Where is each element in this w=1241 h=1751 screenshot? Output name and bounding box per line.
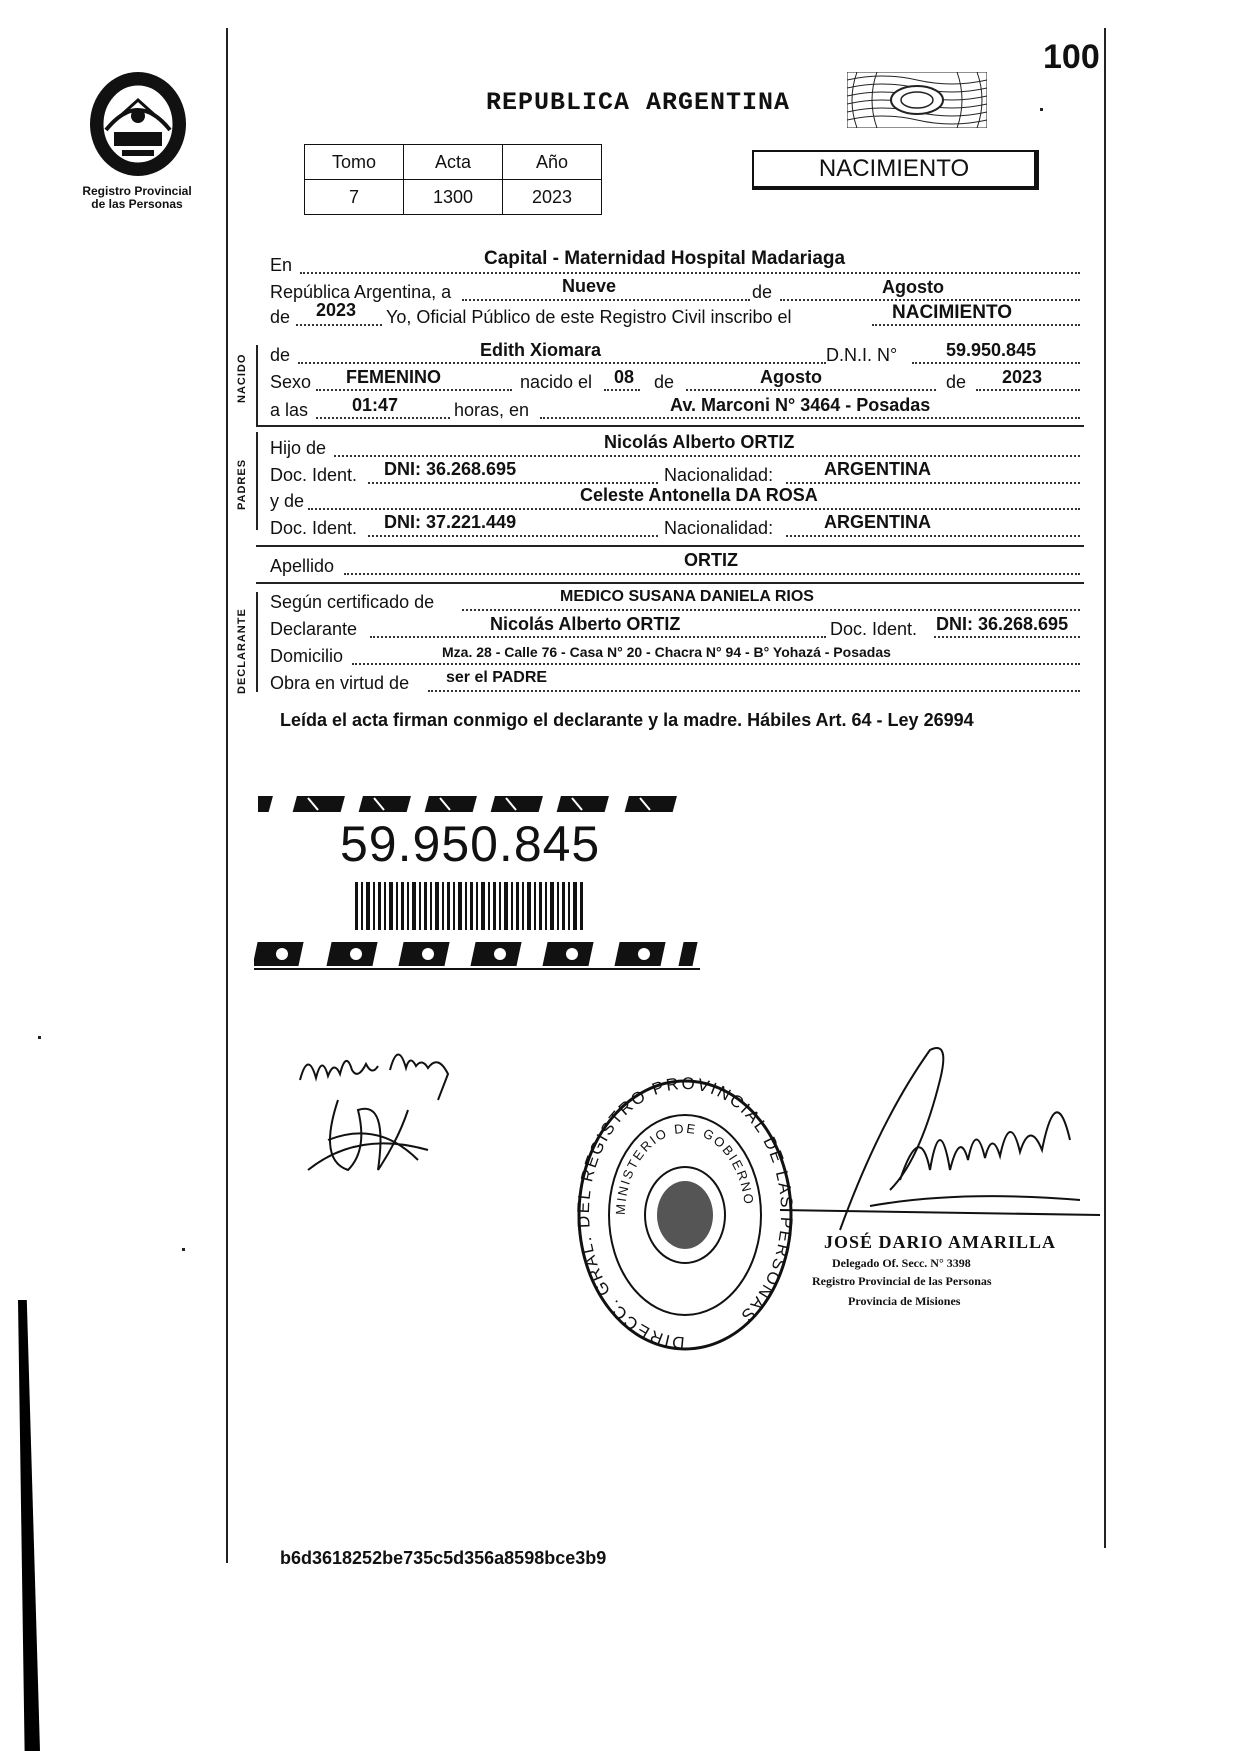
record-type-box: NACIMIENTO xyxy=(752,150,1039,190)
value-tomo: 7 xyxy=(305,180,404,215)
hijo-label: Hijo de xyxy=(270,438,327,458)
y-de-label: y de xyxy=(270,491,305,511)
nacido-section-label: NACIDO xyxy=(236,353,248,403)
father-doc: DNI: 36.268.695 xyxy=(384,459,517,479)
padres-section-label: PADRES xyxy=(236,458,248,510)
dotted-line xyxy=(370,636,826,638)
dotted-line xyxy=(540,417,1080,419)
seal-inner-text: MINISTERIO DE GOBIERNO xyxy=(612,1120,757,1216)
official-signature xyxy=(780,1040,1100,1245)
mother-name: Celeste Antonella DA ROSA xyxy=(580,485,818,505)
cert-label: Según certificado de xyxy=(270,592,435,612)
barcode xyxy=(355,882,585,935)
record-table xyxy=(304,144,602,215)
place-value: Capital - Maternidad Hospital Madariaga xyxy=(484,248,846,269)
dotted-line xyxy=(780,299,1080,301)
declarante-section-label: DECLARANTE xyxy=(236,608,248,694)
dotted-line xyxy=(334,455,1080,457)
dotted-line xyxy=(300,272,1080,274)
birth-month: Agosto xyxy=(760,367,822,387)
dotted-line xyxy=(686,389,936,391)
year-value: 2023 xyxy=(316,300,357,320)
dotted-line xyxy=(368,482,658,484)
dotted-line xyxy=(786,482,1080,484)
month-word: Agosto xyxy=(882,277,944,297)
dotted-line xyxy=(604,389,640,391)
padres-bracket xyxy=(256,432,258,530)
logo-caption-line2: de las Personas xyxy=(91,197,183,211)
dotted-line xyxy=(872,324,1080,326)
birth-time: 01:47 xyxy=(352,395,399,415)
dotted-line xyxy=(462,299,750,301)
logo-caption xyxy=(58,185,216,211)
dotted-line xyxy=(786,535,1080,537)
dotted-line xyxy=(316,389,512,391)
closing-note: Leída el acta firman conmigo el declarante y la madre. Hábiles Art. 64 - Ley 26994 xyxy=(280,710,974,730)
declarante-bracket xyxy=(256,592,258,692)
declarante-label: Declarante xyxy=(270,619,358,639)
nacionalidad-label: Nacionalidad: xyxy=(664,518,774,538)
dotted-line xyxy=(308,508,1080,510)
declarant-signature xyxy=(298,1040,488,1195)
sexo-value: FEMENINO xyxy=(346,367,442,387)
de-label: de xyxy=(752,282,773,302)
child-dni: 59.950.845 xyxy=(946,340,1037,360)
record-table-value-row xyxy=(305,180,602,215)
security-emblem xyxy=(847,72,987,128)
mother-doc: DNI: 37.221.449 xyxy=(384,512,517,532)
de-label: de xyxy=(270,345,291,365)
birth-address: Av. Marconi N° 3464 - Posadas xyxy=(670,395,931,415)
dotted-line xyxy=(428,690,1080,692)
record-table-header-row xyxy=(305,145,602,180)
official-province: Provincia de Misiones xyxy=(848,1294,961,1308)
dotted-line xyxy=(976,389,1080,391)
header-acta: Acta xyxy=(404,145,503,180)
doc-label: Doc. Ident. xyxy=(270,518,358,538)
nacido-bracket xyxy=(256,345,258,425)
scan-speck xyxy=(1040,108,1043,111)
a-las-label: a las xyxy=(270,400,309,420)
act-type-value: NACIMIENTO xyxy=(892,302,1012,323)
domicilio-value: Mza. 28 - Calle 76 - Casa N° 20 - Chacra N° 94 - B° Yohazá - Posadas xyxy=(442,644,891,660)
de-label: de xyxy=(654,372,675,392)
nacionalidad-label: Nacionalidad: xyxy=(664,465,774,485)
day-word: Nueve xyxy=(562,276,617,296)
obra-value: ser el PADRE xyxy=(446,669,548,686)
dotted-line xyxy=(462,609,1080,611)
right-margin-line xyxy=(1104,28,1106,1548)
nacido-label: nacido el xyxy=(520,372,593,392)
dotted-line xyxy=(912,362,1080,364)
value-acta: 1300 xyxy=(404,180,503,215)
father-name: Nicolás Alberto ORTIZ xyxy=(604,432,795,452)
document-hash: b6d3618252be735c5d356a8598bce3b9 xyxy=(280,1548,607,1568)
father-nationality: ARGENTINA xyxy=(824,459,931,479)
sexo-label: Sexo xyxy=(270,372,312,392)
dni-print: 59.950.845 xyxy=(340,816,601,872)
declarante-name: Nicolás Alberto ORTIZ xyxy=(490,614,681,634)
dni-label: D.N.I. N° xyxy=(826,345,898,365)
de-label: de xyxy=(946,372,967,392)
birth-day: 08 xyxy=(614,367,635,387)
apellido-value: ORTIZ xyxy=(684,550,738,570)
obra-label: Obra en virtud de xyxy=(270,673,410,693)
seal-ring-text: DIRECC. GRAL. DEL REGISTRO PROVINCIAL DE LAS PERSONAS xyxy=(575,1075,795,1353)
scan-speck xyxy=(38,1036,41,1039)
dotted-line xyxy=(344,573,1080,575)
section-divider xyxy=(256,425,1084,427)
dotted-line xyxy=(934,636,1080,638)
scan-speck xyxy=(182,1248,185,1251)
official-title: Delegado Of. Secc. N° 3398 xyxy=(832,1256,971,1270)
en-label: En xyxy=(270,255,293,275)
header-tomo: Tomo xyxy=(305,145,404,180)
left-margin-line xyxy=(226,28,228,1563)
yo-text: Yo, Oficial Público de este Registro Civil inscribo el xyxy=(386,307,792,327)
section-divider xyxy=(256,582,1084,584)
official-registry: Registro Provincial de las Personas xyxy=(812,1274,992,1288)
birth-year: 2023 xyxy=(1002,367,1043,387)
apellido-label: Apellido xyxy=(270,556,335,576)
declarante-doc: DNI: 36.268.695 xyxy=(936,614,1069,634)
dotted-line xyxy=(298,362,826,364)
page-number: 100 xyxy=(1043,38,1100,76)
cert-value: MEDICO SUSANA DANIELA RIOS xyxy=(560,588,814,605)
republica-label: República Argentina, a xyxy=(270,282,452,302)
horas-label: horas, en xyxy=(454,400,530,420)
domicilio-label: Domicilio xyxy=(270,646,344,666)
official-name: JOSÉ DARIO AMARILLA xyxy=(824,1232,1057,1252)
section-divider xyxy=(256,545,1084,547)
mother-nationality: ARGENTINA xyxy=(824,512,931,532)
dotted-line xyxy=(352,663,1080,665)
security-strip-bottom xyxy=(254,940,704,977)
dotted-line xyxy=(316,417,450,419)
doc-label: Doc. Ident. xyxy=(270,465,358,485)
registry-logo xyxy=(86,70,190,178)
child-name: Edith Xiomara xyxy=(480,340,602,360)
page-title: REPUBLICA ARGENTINA xyxy=(486,88,791,117)
de-label: de xyxy=(270,307,291,327)
header-ano: Año xyxy=(503,145,602,180)
dotted-line xyxy=(296,324,382,326)
logo-caption-line1: Registro Provincial xyxy=(82,184,192,198)
dotted-line xyxy=(368,535,658,537)
doc-label: Doc. Ident. xyxy=(830,619,918,639)
value-ano: 2023 xyxy=(503,180,602,215)
official-seal xyxy=(575,1075,795,1360)
scan-edge-line xyxy=(18,1300,40,1751)
